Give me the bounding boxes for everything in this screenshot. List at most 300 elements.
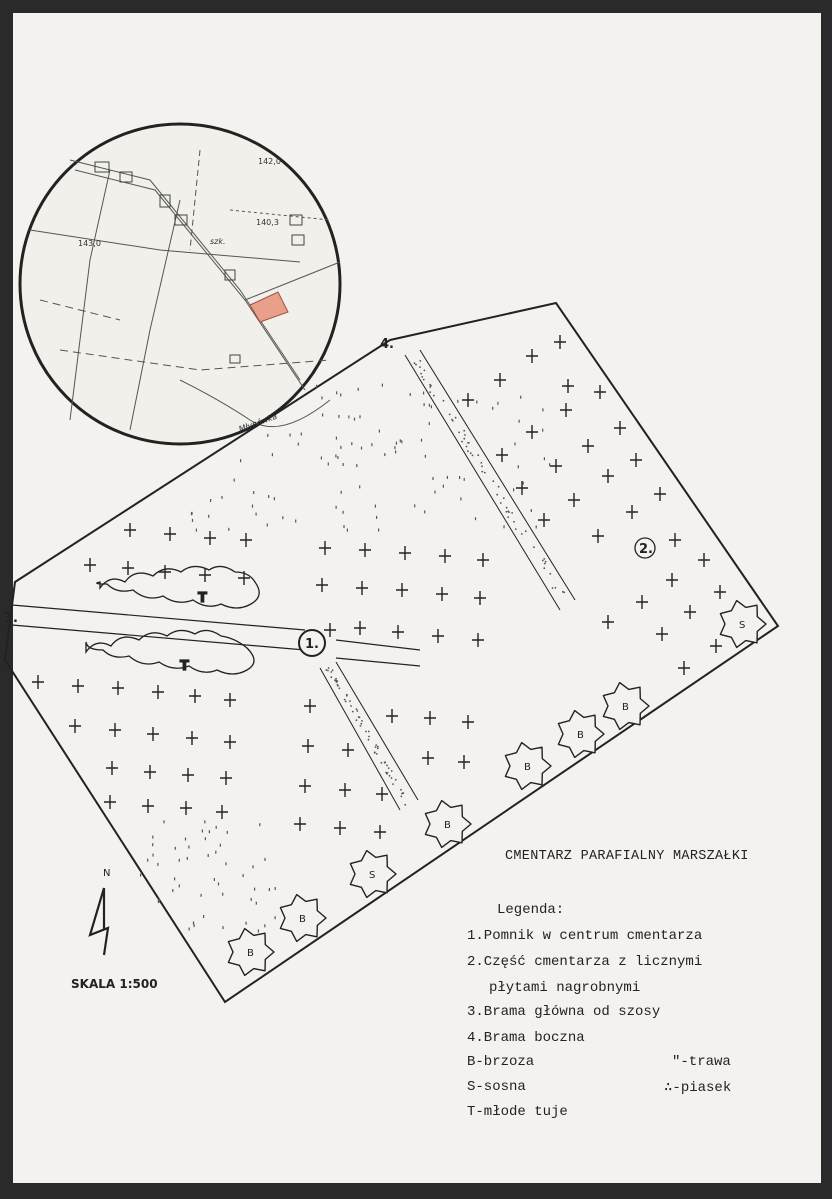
grass-mark bbox=[159, 898, 160, 901]
sand-mark bbox=[377, 748, 379, 750]
grass-mark bbox=[256, 513, 257, 516]
grass-mark bbox=[252, 505, 253, 508]
sand-mark bbox=[365, 731, 367, 733]
grass-mark bbox=[295, 520, 296, 523]
sand-mark bbox=[339, 687, 341, 689]
grave-cross bbox=[698, 553, 710, 567]
main-gate-number: 3. bbox=[4, 611, 18, 626]
sand-mark bbox=[449, 414, 451, 416]
grass-mark bbox=[513, 488, 514, 491]
grass-mark bbox=[443, 485, 444, 488]
sand-mark bbox=[515, 528, 517, 530]
grass-mark bbox=[228, 528, 229, 531]
sand-mark bbox=[328, 667, 330, 669]
tree-label: S bbox=[739, 620, 746, 631]
grass-mark bbox=[396, 442, 397, 445]
grass-mark bbox=[140, 874, 141, 877]
sand-mark bbox=[545, 561, 547, 563]
grave-cross bbox=[614, 421, 626, 435]
sand-mark bbox=[374, 751, 376, 753]
tree-symbols bbox=[228, 601, 766, 976]
grass-mark bbox=[432, 477, 433, 480]
sand-mark bbox=[375, 746, 377, 748]
grass-mark bbox=[225, 862, 226, 865]
sand-mark bbox=[419, 366, 421, 368]
sand-mark bbox=[543, 558, 545, 560]
grave-cross bbox=[152, 685, 164, 699]
grass-mark bbox=[423, 392, 424, 395]
grass-mark bbox=[424, 510, 425, 513]
grass-mark bbox=[410, 393, 411, 396]
grave-cross bbox=[69, 719, 81, 733]
legend-heading: Legenda: bbox=[497, 902, 565, 918]
grave-cross bbox=[159, 565, 171, 579]
grass-mark bbox=[267, 524, 268, 527]
grass-mark bbox=[343, 511, 344, 514]
sand-mark bbox=[451, 419, 453, 421]
legend-item-sand: ∴-piasek bbox=[664, 1080, 732, 1096]
tree-label: S bbox=[369, 870, 376, 881]
sand-mark bbox=[492, 480, 494, 482]
grass-mark bbox=[447, 476, 448, 479]
grass-marks bbox=[140, 360, 565, 932]
sand-mark bbox=[336, 680, 338, 682]
grass-mark bbox=[359, 485, 360, 488]
grass-mark bbox=[424, 403, 425, 406]
location-inset-map bbox=[20, 124, 340, 444]
sand-mark bbox=[346, 694, 348, 696]
sand-mark bbox=[327, 670, 329, 672]
grave-cross bbox=[582, 439, 594, 453]
grass-mark bbox=[193, 922, 194, 925]
tree-label: B bbox=[299, 914, 306, 925]
grave-cross bbox=[710, 639, 722, 653]
grave-cross bbox=[562, 379, 574, 393]
grass-mark bbox=[340, 394, 341, 397]
grass-mark bbox=[356, 464, 357, 467]
grass-mark bbox=[267, 434, 268, 437]
grass-mark bbox=[221, 496, 222, 499]
sand-mark bbox=[511, 512, 513, 514]
grave-cross bbox=[714, 585, 726, 599]
grave-cross bbox=[472, 633, 484, 647]
grass-mark bbox=[354, 418, 355, 421]
grave-cross bbox=[324, 623, 336, 637]
grass-mark bbox=[254, 888, 255, 891]
grave-cross bbox=[392, 625, 404, 639]
grave-cross bbox=[374, 825, 386, 839]
grass-mark bbox=[301, 433, 302, 436]
map-title: CMENTARZ PARAFIALNY MARSZAŁKI bbox=[505, 849, 749, 864]
monument-number: 1. bbox=[305, 637, 319, 652]
grass-mark bbox=[336, 391, 337, 394]
grass-mark bbox=[187, 857, 188, 860]
grass-mark bbox=[214, 878, 215, 881]
grave-cross bbox=[560, 403, 572, 417]
grave-cross bbox=[216, 805, 228, 819]
grass-mark bbox=[338, 415, 339, 418]
grave-cross bbox=[109, 723, 121, 737]
grass-mark bbox=[384, 453, 385, 456]
sand-mark bbox=[424, 370, 426, 372]
grass-mark bbox=[514, 442, 515, 445]
grass-mark bbox=[359, 415, 360, 418]
grass-mark bbox=[322, 414, 323, 417]
sand-mark bbox=[433, 395, 435, 397]
sand-mark bbox=[375, 744, 377, 746]
grass-mark bbox=[152, 854, 153, 857]
sand-mark bbox=[352, 711, 354, 713]
sand-mark bbox=[356, 708, 358, 710]
sand-mark bbox=[464, 434, 466, 436]
thuja-label: T bbox=[198, 591, 207, 606]
thuja-hedge bbox=[86, 566, 259, 674]
sand-mark bbox=[421, 376, 423, 378]
grass-mark bbox=[157, 863, 158, 866]
grass-mark bbox=[203, 915, 204, 918]
grass-mark bbox=[343, 463, 344, 466]
grave-cross bbox=[376, 787, 388, 801]
grass-mark bbox=[518, 465, 519, 468]
sand-mark bbox=[330, 676, 332, 678]
grave-cross bbox=[594, 385, 606, 399]
grass-mark bbox=[194, 924, 195, 927]
grass-mark bbox=[179, 859, 180, 862]
tree-label: B bbox=[444, 820, 451, 831]
grass-mark bbox=[340, 446, 341, 449]
grass-mark bbox=[259, 823, 260, 826]
grass-mark bbox=[185, 838, 186, 841]
grass-mark bbox=[371, 443, 372, 446]
grave-cross bbox=[526, 349, 538, 363]
grave-cross bbox=[477, 553, 489, 567]
grave-cross bbox=[516, 481, 528, 495]
sand-mark bbox=[525, 530, 527, 532]
grave-cross bbox=[147, 727, 159, 741]
sand-mark bbox=[384, 762, 386, 764]
grass-mark bbox=[336, 437, 337, 440]
grass-mark bbox=[218, 882, 219, 885]
grave-cross bbox=[354, 621, 366, 635]
sand-mark bbox=[544, 563, 546, 565]
sand-mark bbox=[392, 783, 394, 785]
grass-mark bbox=[475, 517, 476, 520]
sand-mark bbox=[337, 685, 339, 687]
grass-mark bbox=[275, 887, 276, 890]
sand-mark bbox=[376, 753, 378, 755]
grass-mark bbox=[378, 529, 379, 532]
legend-item: B-brzoza bbox=[467, 1054, 535, 1070]
grass-mark bbox=[336, 506, 337, 509]
sand-mark bbox=[508, 511, 510, 513]
grave-cross bbox=[112, 681, 124, 695]
grass-mark bbox=[220, 844, 221, 847]
sand-mark bbox=[350, 705, 352, 707]
grave-cross bbox=[474, 591, 486, 605]
sand-mark bbox=[503, 497, 505, 499]
grave-cross bbox=[386, 709, 398, 723]
grass-mark bbox=[179, 884, 180, 887]
sand-mark bbox=[404, 804, 406, 806]
grave-cross bbox=[220, 771, 232, 785]
grass-mark bbox=[492, 407, 493, 410]
sand-mark bbox=[330, 671, 332, 673]
grass-mark bbox=[476, 401, 477, 404]
grave-cross bbox=[568, 493, 580, 507]
grave-cross bbox=[669, 533, 681, 547]
grass-mark bbox=[290, 434, 291, 437]
grass-mark bbox=[394, 446, 395, 449]
grave-cross bbox=[630, 453, 642, 467]
grave-cross bbox=[240, 533, 252, 547]
sand-mark bbox=[391, 777, 393, 779]
grass-mark bbox=[341, 491, 342, 494]
grass-mark bbox=[208, 515, 209, 518]
grass-mark bbox=[429, 422, 430, 425]
grass-mark bbox=[401, 440, 402, 443]
grave-cross bbox=[72, 679, 84, 693]
sand-mark bbox=[423, 379, 425, 381]
tree-label: B bbox=[524, 762, 531, 773]
grass-mark bbox=[431, 405, 432, 408]
grass-mark bbox=[536, 526, 537, 529]
tree-label: B bbox=[577, 730, 584, 741]
grave-cross bbox=[189, 689, 201, 703]
legend-item: S-sosna bbox=[467, 1079, 526, 1095]
grass-mark bbox=[282, 516, 283, 519]
birch-tree-symbol bbox=[603, 683, 649, 730]
sand-mark bbox=[429, 384, 431, 386]
birch-tree-symbol bbox=[280, 895, 326, 942]
grass-mark bbox=[253, 491, 254, 494]
grass-mark bbox=[152, 836, 153, 839]
grave-cross bbox=[656, 627, 668, 641]
legend-item: 1.Pomnik w centrum cmentarza bbox=[467, 928, 703, 944]
grass-mark bbox=[358, 388, 359, 391]
sand-mark bbox=[549, 573, 551, 575]
grave-cross bbox=[666, 573, 678, 587]
grave-cross bbox=[458, 755, 470, 769]
grass-mark bbox=[531, 509, 532, 512]
sand-mark bbox=[443, 400, 445, 402]
sand-mark bbox=[463, 430, 465, 432]
tree-label: B bbox=[247, 948, 254, 959]
sand-mark bbox=[356, 719, 358, 721]
grave-cross bbox=[32, 675, 44, 689]
sand-mark bbox=[506, 507, 508, 509]
grass-mark bbox=[251, 898, 252, 901]
grass-mark bbox=[272, 453, 273, 456]
grass-mark bbox=[337, 456, 338, 459]
grass-mark bbox=[204, 820, 205, 823]
grass-mark bbox=[215, 851, 216, 854]
grave-cross bbox=[462, 715, 474, 729]
grass-mark bbox=[542, 429, 543, 432]
grave-cross bbox=[144, 765, 156, 779]
grave-cross bbox=[180, 801, 192, 815]
sand-mark bbox=[466, 446, 468, 448]
sand-mark bbox=[468, 442, 470, 444]
sand-mark bbox=[455, 417, 457, 419]
sand-mark bbox=[477, 454, 479, 456]
grass-mark bbox=[188, 846, 189, 849]
grass-mark bbox=[375, 505, 376, 508]
grave-cross bbox=[319, 541, 331, 555]
sand-mark bbox=[543, 567, 545, 569]
sand-mark bbox=[563, 592, 565, 594]
grass-mark bbox=[429, 404, 430, 407]
grave-cross bbox=[304, 699, 316, 713]
grave-cross bbox=[436, 587, 448, 601]
grass-mark bbox=[210, 499, 211, 502]
grave-cross bbox=[356, 581, 368, 595]
grass-mark bbox=[321, 396, 322, 399]
sand-mark bbox=[344, 699, 346, 701]
sand-mark bbox=[345, 701, 347, 703]
sand-mark bbox=[335, 678, 337, 680]
grave-cross bbox=[224, 693, 236, 707]
grave-cross bbox=[84, 558, 96, 572]
elevation-label: 140,3 bbox=[256, 218, 279, 227]
river-label: Młynówka bbox=[237, 411, 279, 434]
sand-mark bbox=[360, 723, 362, 725]
sand-mark bbox=[388, 767, 390, 769]
sand-mark bbox=[414, 362, 416, 364]
grass-mark bbox=[269, 888, 270, 891]
grass-mark bbox=[382, 384, 383, 387]
sand-mark bbox=[484, 472, 486, 474]
grave-cross bbox=[182, 768, 194, 782]
sand-mark bbox=[368, 739, 370, 741]
sand-mark bbox=[467, 450, 469, 452]
grave-cross bbox=[424, 711, 436, 725]
grave-cross bbox=[626, 505, 638, 519]
grass-mark bbox=[196, 529, 197, 532]
sand-mark bbox=[480, 462, 482, 464]
grave-cross bbox=[526, 425, 538, 439]
grass-mark bbox=[264, 858, 265, 861]
side-gate-number: 4. bbox=[380, 337, 394, 352]
grass-mark bbox=[175, 847, 176, 850]
grass-mark bbox=[321, 457, 322, 460]
grass-mark bbox=[343, 525, 344, 528]
grave-cross bbox=[359, 543, 371, 557]
sand-mark bbox=[552, 587, 554, 589]
sand-mark bbox=[472, 455, 474, 457]
grass-mark bbox=[348, 415, 349, 418]
grass-mark bbox=[376, 516, 377, 519]
grass-mark bbox=[152, 843, 153, 846]
elevation-label: 143,0 bbox=[78, 239, 101, 248]
legend-item: 4.Brama boczna bbox=[467, 1030, 585, 1046]
grave-cross bbox=[439, 549, 451, 563]
grass-mark bbox=[460, 497, 461, 500]
grass-mark bbox=[264, 924, 265, 927]
grave-cross bbox=[302, 739, 314, 753]
scale-label: SKALA 1:500 bbox=[71, 977, 158, 991]
legend-item: płytami nagrobnymi bbox=[489, 980, 641, 996]
sand-mark bbox=[415, 364, 417, 366]
grass-mark bbox=[234, 479, 235, 482]
grass-mark bbox=[274, 497, 275, 500]
main-gate-path bbox=[12, 605, 420, 666]
grass-mark bbox=[216, 826, 217, 829]
birch-tree-symbol bbox=[505, 743, 551, 790]
grass-mark bbox=[172, 889, 173, 892]
grass-mark bbox=[400, 439, 401, 442]
sand-mark bbox=[481, 471, 483, 473]
grass-mark bbox=[351, 442, 352, 445]
grave-cross bbox=[494, 373, 506, 387]
sand-mark bbox=[389, 775, 391, 777]
grass-mark bbox=[174, 877, 175, 880]
sand-mark bbox=[386, 765, 388, 767]
grass-mark bbox=[335, 454, 336, 457]
grass-mark bbox=[395, 450, 396, 453]
grass-mark bbox=[414, 504, 415, 507]
sand-mark bbox=[377, 746, 379, 748]
pine-tree-symbol bbox=[720, 601, 766, 648]
grass-mark bbox=[147, 859, 148, 862]
grass-mark bbox=[222, 893, 223, 896]
grave-cross bbox=[316, 578, 328, 592]
sand-mark bbox=[498, 486, 500, 488]
sand-mark bbox=[513, 521, 515, 523]
thuja-label: T bbox=[180, 659, 189, 674]
sand-mark bbox=[387, 772, 389, 774]
grass-mark bbox=[275, 916, 276, 919]
grave-cross bbox=[602, 469, 614, 483]
grass-mark bbox=[298, 443, 299, 446]
grass-mark bbox=[361, 447, 362, 450]
birch-tree-symbol bbox=[228, 929, 274, 976]
sand-mark bbox=[463, 438, 465, 440]
sand-mark bbox=[395, 779, 397, 781]
legend-item: 3.Brama główna od szosy bbox=[467, 1004, 661, 1020]
sand-mark bbox=[419, 360, 421, 362]
grass-mark bbox=[222, 926, 223, 929]
grass-mark bbox=[316, 385, 317, 388]
grass-mark bbox=[328, 463, 329, 466]
grass-mark bbox=[434, 491, 435, 494]
grass-mark bbox=[421, 439, 422, 442]
grave-cross bbox=[104, 795, 116, 809]
grave-cross bbox=[299, 779, 311, 793]
sand-mark bbox=[391, 770, 393, 772]
grave-cross bbox=[204, 531, 216, 545]
grave-cross bbox=[339, 783, 351, 797]
grass-mark bbox=[268, 495, 269, 498]
grave-cross bbox=[538, 513, 550, 527]
sand-mark bbox=[400, 796, 402, 798]
grave-cross bbox=[592, 529, 604, 543]
sand-mark bbox=[325, 669, 327, 671]
tree-label: B bbox=[622, 702, 629, 713]
north-label: N bbox=[103, 868, 111, 879]
grave-cross bbox=[684, 605, 696, 619]
grass-mark bbox=[256, 902, 257, 905]
north-arrow bbox=[90, 888, 108, 955]
grass-mark bbox=[523, 482, 524, 485]
sand-mark bbox=[481, 465, 483, 467]
grass-mark bbox=[519, 420, 520, 423]
birch-tree-symbol bbox=[558, 711, 604, 758]
grass-mark bbox=[503, 525, 504, 528]
school-label: szk. bbox=[210, 237, 226, 246]
grave-cross bbox=[122, 561, 134, 575]
sand-mark bbox=[470, 452, 472, 454]
sand-mark bbox=[506, 511, 508, 513]
